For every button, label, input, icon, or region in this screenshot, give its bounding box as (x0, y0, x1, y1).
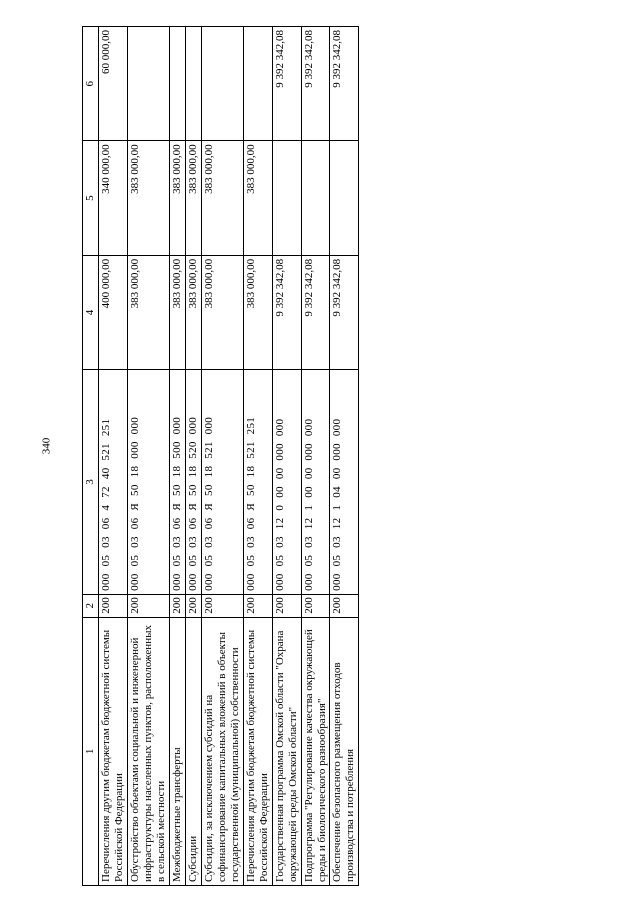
kbk-segment: 50 (128, 484, 141, 496)
table-row (98, 27, 127, 886)
kbk-segment: Я (170, 502, 183, 511)
kbk-segment: 000 (273, 573, 286, 591)
page-number: 340 (40, 437, 53, 455)
kbk-segment: 000 (302, 573, 315, 591)
row-kbk-cell (301, 370, 330, 595)
row-kbk-cell (243, 370, 272, 595)
kbk-segment: 05 (99, 554, 112, 567)
kbk-segment: 03 (186, 536, 199, 548)
row-value-col4: 383 000,00 (185, 255, 201, 369)
row-name-cell: Подпрограмма "Регулирование качества окружающей среды и биологического разнообразия" (301, 617, 330, 885)
kbk-segment: 000 (202, 416, 215, 435)
row-value-col4: 383 000,00 (169, 255, 185, 369)
kbk-segment: 06 (170, 517, 183, 530)
row-name-cell: Межбюджетные трансферты (169, 617, 185, 885)
kbk-segment: 00 (273, 486, 286, 498)
row-code-cell: 200 (301, 594, 330, 617)
kbk-segment: 000 (170, 416, 183, 435)
kbk-segment: 03 (170, 536, 183, 548)
table-row (330, 27, 359, 886)
row-name-cell: Субсидии, за исключением субсидий на софинансирование капитальных вложений в объекты государственной (муниципальной) собственности (201, 617, 243, 885)
table-row (301, 27, 330, 886)
row-kbk-cell (98, 370, 127, 595)
kbk-segment: 06 (128, 517, 141, 530)
row-value-col4: 9 392 342,08 (272, 255, 301, 369)
row-kbk-cell (127, 370, 169, 595)
row-value-col6 (243, 27, 272, 141)
kbk-segment: 03 (244, 536, 257, 548)
table-header-row (83, 27, 99, 886)
kbk-segment: 000 (128, 441, 141, 459)
row-value-col6: 9 392 342,08 (301, 27, 330, 141)
kbk-segment: 00 (273, 467, 286, 480)
table-row (127, 27, 169, 886)
kbk-segment: 03 (99, 536, 112, 548)
row-value-col5: 383 000,00 (201, 141, 243, 255)
kbk-segment: 000 (186, 416, 199, 435)
kbk-segment: 000 (244, 573, 257, 591)
kbk-segment: 04 (331, 486, 344, 498)
kbk-segment: 251 (244, 416, 257, 435)
kbk-segment: 12 (331, 517, 344, 530)
kbk-segment: 000 (302, 418, 315, 437)
kbk-segment: 05 (186, 554, 199, 567)
row-value-col6 (185, 27, 201, 141)
row-kbk-cell (201, 370, 243, 595)
row-value-col5: 383 000,00 (243, 141, 272, 255)
kbk-segment: 000 (273, 443, 286, 461)
table-row (185, 27, 201, 886)
row-code-cell: 200 (201, 594, 243, 617)
kbk-segment: 50 (170, 484, 183, 496)
kbk-segment: Я (186, 502, 199, 511)
kbk-segment: 00 (302, 486, 315, 498)
row-code-cell: 200 (98, 594, 127, 617)
kbk-segment: 000 (170, 573, 183, 591)
kbk-segment: 500 (170, 441, 183, 459)
row-value-col6 (169, 27, 185, 141)
row-code-cell: 200 (169, 594, 185, 617)
table-row (169, 27, 185, 886)
kbk-segment: 03 (128, 536, 141, 548)
kbk-segment: 05 (170, 554, 183, 567)
budget-table (82, 26, 359, 886)
kbk-segment: 05 (128, 554, 141, 567)
kbk-segment: 12 (273, 517, 286, 530)
kbk-segment: 03 (331, 536, 344, 548)
row-code-cell: 200 (185, 594, 201, 617)
kbk-segment: 05 (331, 554, 344, 567)
row-name-cell: Государственная программа Омской области "Охрана окружающей среды Омской области" (272, 617, 301, 885)
row-value-col4: 383 000,00 (201, 255, 243, 369)
rotated-page-content (82, 26, 522, 886)
kbk-segment: 50 (244, 484, 257, 496)
row-kbk-cell (330, 370, 359, 595)
header-col-2: 2 (83, 594, 99, 617)
row-name-cell: Перечисления другим бюджетам бюджетной системы Российской Федерации (243, 617, 272, 885)
kbk-segment: 1 (302, 504, 315, 511)
kbk-segment: 05 (202, 554, 215, 567)
kbk-segment: 18 (244, 465, 257, 478)
row-value-col4: 9 392 342,08 (330, 255, 359, 369)
row-code-cell: 200 (127, 594, 169, 617)
kbk-segment: 000 (186, 573, 199, 591)
kbk-segment: 1 (331, 504, 344, 511)
kbk-segment: 00 (331, 467, 344, 480)
row-name-cell: Перечисления другим бюджетам бюджетной системы Российской Федерации (98, 617, 127, 885)
kbk-segment: 4 (99, 504, 112, 511)
row-value-col5 (301, 141, 330, 255)
kbk-segment: Я (202, 502, 215, 511)
row-kbk-cell (169, 370, 185, 595)
kbk-segment: 000 (99, 573, 112, 591)
row-name-cell: Субсидии (185, 617, 201, 885)
row-value-col5: 383 000,00 (127, 141, 169, 255)
table-row (272, 27, 301, 886)
row-name-cell: Обеспечение безопасного размещения отходов производства и потребления (330, 617, 359, 885)
kbk-segment: Я (244, 502, 257, 511)
table-body (98, 27, 358, 886)
row-value-col6 (201, 27, 243, 141)
kbk-segment: 18 (202, 465, 215, 478)
kbk-segment: 40 (99, 467, 112, 480)
kbk-segment: 03 (302, 536, 315, 548)
kbk-segment: 50 (186, 484, 199, 496)
kbk-segment: Я (128, 502, 141, 511)
kbk-segment: 00 (302, 467, 315, 480)
kbk-segment: 000 (202, 573, 215, 591)
kbk-segment: 50 (202, 484, 215, 496)
row-code-cell: 200 (243, 594, 272, 617)
row-value-col5 (272, 141, 301, 255)
kbk-segment: 12 (302, 517, 315, 530)
row-name-cell: Обустройство объектами социальной и инженерной инфраструктуры населенных пунктов, расположенных в сельской местности (127, 617, 169, 885)
kbk-segment: 03 (202, 536, 215, 548)
row-value-col4: 383 000,00 (127, 255, 169, 369)
kbk-segment: 000 (273, 418, 286, 437)
kbk-segment: 520 (186, 441, 199, 459)
kbk-segment: 05 (244, 554, 257, 567)
row-code-cell: 200 (272, 594, 301, 617)
kbk-segment: 000 (331, 443, 344, 461)
kbk-segment: 521 (99, 443, 112, 461)
row-value-col6 (127, 27, 169, 141)
kbk-segment: 000 (331, 418, 344, 437)
row-value-col5: 340 000,00 (98, 141, 127, 255)
kbk-segment: 06 (186, 517, 199, 530)
kbk-segment: 18 (170, 465, 183, 478)
row-value-col6: 9 392 342,08 (330, 27, 359, 141)
kbk-segment: 521 (244, 441, 257, 459)
kbk-segment: 000 (128, 416, 141, 435)
row-value-col5: 383 000,00 (169, 141, 185, 255)
row-kbk-cell (185, 370, 201, 595)
kbk-segment: 72 (99, 486, 112, 498)
kbk-segment: 251 (99, 418, 112, 437)
table-row (201, 27, 243, 886)
row-value-col5: 383 000,00 (185, 141, 201, 255)
kbk-segment: 06 (99, 517, 112, 530)
row-value-col5 (330, 141, 359, 255)
kbk-segment: 18 (186, 465, 199, 478)
header-col-3: 3 (83, 370, 99, 595)
row-code-cell: 200 (330, 594, 359, 617)
kbk-segment: 521 (202, 441, 215, 459)
row-kbk-cell (272, 370, 301, 595)
kbk-segment: 000 (128, 573, 141, 591)
header-col-6: 6 (83, 27, 99, 141)
kbk-segment: 06 (244, 517, 257, 530)
kbk-segment: 05 (273, 554, 286, 567)
kbk-segment: 06 (202, 517, 215, 530)
kbk-segment: 000 (331, 573, 344, 591)
row-value-col4: 400 000,00 (98, 255, 127, 369)
header-col-4: 4 (83, 255, 99, 369)
row-value-col4: 9 392 342,08 (301, 255, 330, 369)
row-value-col4: 383 000,00 (243, 255, 272, 369)
header-col-1: 1 (83, 617, 99, 885)
row-value-col6: 9 392 342,08 (272, 27, 301, 141)
kbk-segment: 000 (302, 443, 315, 461)
kbk-segment: 0 (273, 504, 286, 511)
kbk-segment: 18 (128, 465, 141, 478)
table-row (243, 27, 272, 886)
row-value-col6: 60 000,00 (98, 27, 127, 141)
kbk-segment: 05 (302, 554, 315, 567)
header-col-5: 5 (83, 141, 99, 255)
kbk-segment: 03 (273, 536, 286, 548)
